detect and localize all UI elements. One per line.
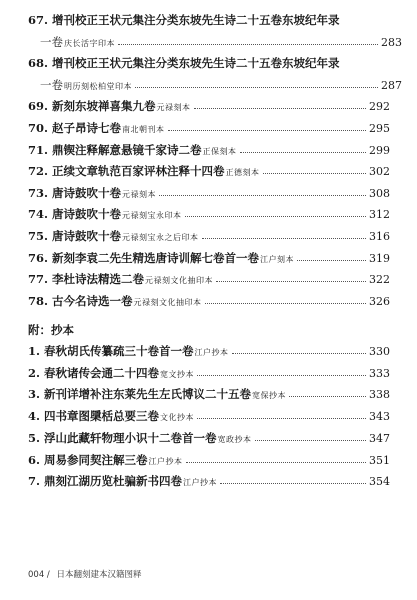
edition-note: 元禄刻文化抽印本 xyxy=(145,276,214,286)
entry-title: 一卷 xyxy=(40,34,63,49)
page-number: 347 xyxy=(369,431,390,445)
page-number: 351 xyxy=(369,453,390,467)
leader-dots xyxy=(168,129,366,131)
entry-title: 73. 唐诗鼓吹十卷 xyxy=(28,185,122,200)
edition-note: 南北朝刊本 xyxy=(122,125,165,134)
leader-dots xyxy=(216,280,366,282)
toc-entry xyxy=(28,473,390,489)
toc-entry xyxy=(28,452,390,468)
page-number: 295 xyxy=(369,122,390,135)
edition-note: 元禄刻本 xyxy=(156,103,191,113)
leader-dots xyxy=(135,86,378,88)
toc-entry xyxy=(28,228,390,244)
leader-dots xyxy=(240,151,366,153)
toc-entry xyxy=(28,430,390,446)
entry-title: 78. 古今名诗选一卷 xyxy=(28,293,133,308)
page-number: 299 xyxy=(369,143,390,157)
edition-note: 江户抄本 xyxy=(194,348,229,357)
entry-title: 70. 赵子昂诗七卷 xyxy=(28,121,122,135)
entry-title: 75. 唐诗鼓吹十卷 xyxy=(28,229,122,243)
page-number: 287 xyxy=(381,78,402,92)
toc-entry xyxy=(28,343,390,359)
page-number: 316 xyxy=(369,230,390,243)
edition-note: 宽政抄本 xyxy=(217,434,252,444)
page-number: 312 xyxy=(369,208,390,222)
leader-dots xyxy=(186,461,366,463)
edition-note: 江户刻本 xyxy=(260,254,295,264)
leader-dots xyxy=(205,302,366,304)
leader-dots xyxy=(197,374,366,376)
footer-book-title: 日本翻刻建本汉籍图释 xyxy=(56,570,142,580)
page-number: 322 xyxy=(369,273,390,287)
page-number: 283 xyxy=(381,35,402,49)
toc-entry xyxy=(28,163,390,179)
toc-entry xyxy=(28,206,390,222)
edition-note: 元禄刻本 xyxy=(122,189,157,199)
entry-title: 71. 鼎锲注释解意悬镜千家诗二卷 xyxy=(28,142,202,157)
entry-title: 69. 新刻东坡禅喜集九卷 xyxy=(28,99,156,114)
toc-entry xyxy=(28,386,390,402)
page-number: 333 xyxy=(369,366,390,380)
entry-title: 7. 鼎刻江湖历览杜骗新书四卷 xyxy=(28,474,183,489)
toc-entry xyxy=(28,77,402,93)
leader-dots xyxy=(289,395,366,397)
page-number: 330 xyxy=(369,345,390,358)
edition-note: 元禄刻宝永之后印本 xyxy=(122,233,199,242)
leader-dots xyxy=(255,439,366,441)
leader-dots xyxy=(202,237,366,239)
page-number: 308 xyxy=(369,186,390,200)
edition-note: 宽保抄本 xyxy=(252,391,287,401)
entry-title: 6. 周易参同契注解三卷 xyxy=(28,452,148,467)
leader-dots xyxy=(194,107,366,109)
toc-entry xyxy=(28,12,390,28)
leader-dots xyxy=(220,482,366,484)
entry-title: 一卷 xyxy=(40,77,63,92)
edition-note: 正德刻本 xyxy=(225,168,260,178)
page-number: 338 xyxy=(369,388,390,402)
entry-title: 74. 唐诗鼓吹十卷 xyxy=(28,207,122,222)
footer-page-number: 004 / xyxy=(28,570,50,580)
page-number: 354 xyxy=(369,475,390,489)
toc-entry xyxy=(28,34,402,50)
toc-entry xyxy=(28,185,390,201)
page-footer xyxy=(28,568,142,580)
page-number: 326 xyxy=(369,294,390,308)
entry-title: 1. 春秋胡氏传纂疏三十卷首一卷 xyxy=(28,344,194,358)
toc-entry xyxy=(28,120,390,136)
page-number: 319 xyxy=(369,251,390,265)
edition-note: 明历刻松柏堂印本 xyxy=(64,81,132,91)
entry-title: 67. 增刊校正王状元集注分类东坡先生诗二十五卷东坡纪年录 xyxy=(28,13,340,27)
leader-dots xyxy=(185,215,366,217)
page-number: 292 xyxy=(369,100,390,114)
toc-entry xyxy=(28,271,390,287)
entry-title: 2. 春秋诸传会通二十四卷 xyxy=(28,365,160,380)
toc-entry xyxy=(28,250,390,266)
section-title: 附：抄本 xyxy=(28,323,74,337)
entry-title: 5. 浮山此藏轩物理小识十二卷首一卷 xyxy=(28,430,217,445)
leader-dots xyxy=(297,259,366,261)
toc-entry xyxy=(28,142,390,158)
leader-dots xyxy=(232,352,366,354)
leader-dots xyxy=(159,194,366,196)
page-number: 302 xyxy=(369,165,390,179)
edition-note: 文化抄本 xyxy=(160,413,195,423)
edition-note: 正保刻本 xyxy=(202,146,237,156)
edition-note: 宽文抄本 xyxy=(160,369,195,379)
toc-entry xyxy=(28,55,390,71)
page-number: 343 xyxy=(369,410,390,424)
toc-entry xyxy=(28,98,390,114)
entry-title: 68. 增刊校正王状元集注分类东坡先生诗二十五卷东坡纪年录 xyxy=(28,56,340,71)
edition-note: 庆长活字印本 xyxy=(64,38,115,48)
entry-title: 3. 新刊详增补注东莱先生左氏博议二十五卷 xyxy=(28,387,252,402)
toc-entry xyxy=(28,408,390,424)
edition-note: 江户抄本 xyxy=(183,478,218,488)
entry-title: 4. 四书章图檃栝总要三卷 xyxy=(28,409,160,424)
leader-dots xyxy=(263,172,366,174)
toc-entry xyxy=(28,365,390,381)
entry-title: 72. 正续文章轨范百家评林注释十四卷 xyxy=(28,164,225,179)
edition-note: 元禄刻文化抽印本 xyxy=(133,297,202,307)
leader-dots xyxy=(118,43,378,45)
toc-entry xyxy=(28,293,390,309)
edition-note: 江户抄本 xyxy=(148,456,183,466)
entry-title: 76. 新刻李袁二先生精选唐诗训解七卷首一卷 xyxy=(28,250,260,265)
edition-note: 元禄刻宝永印本 xyxy=(122,211,182,221)
leader-dots xyxy=(197,417,366,419)
entry-title: 77. 李杜诗法精选二卷 xyxy=(28,272,145,287)
